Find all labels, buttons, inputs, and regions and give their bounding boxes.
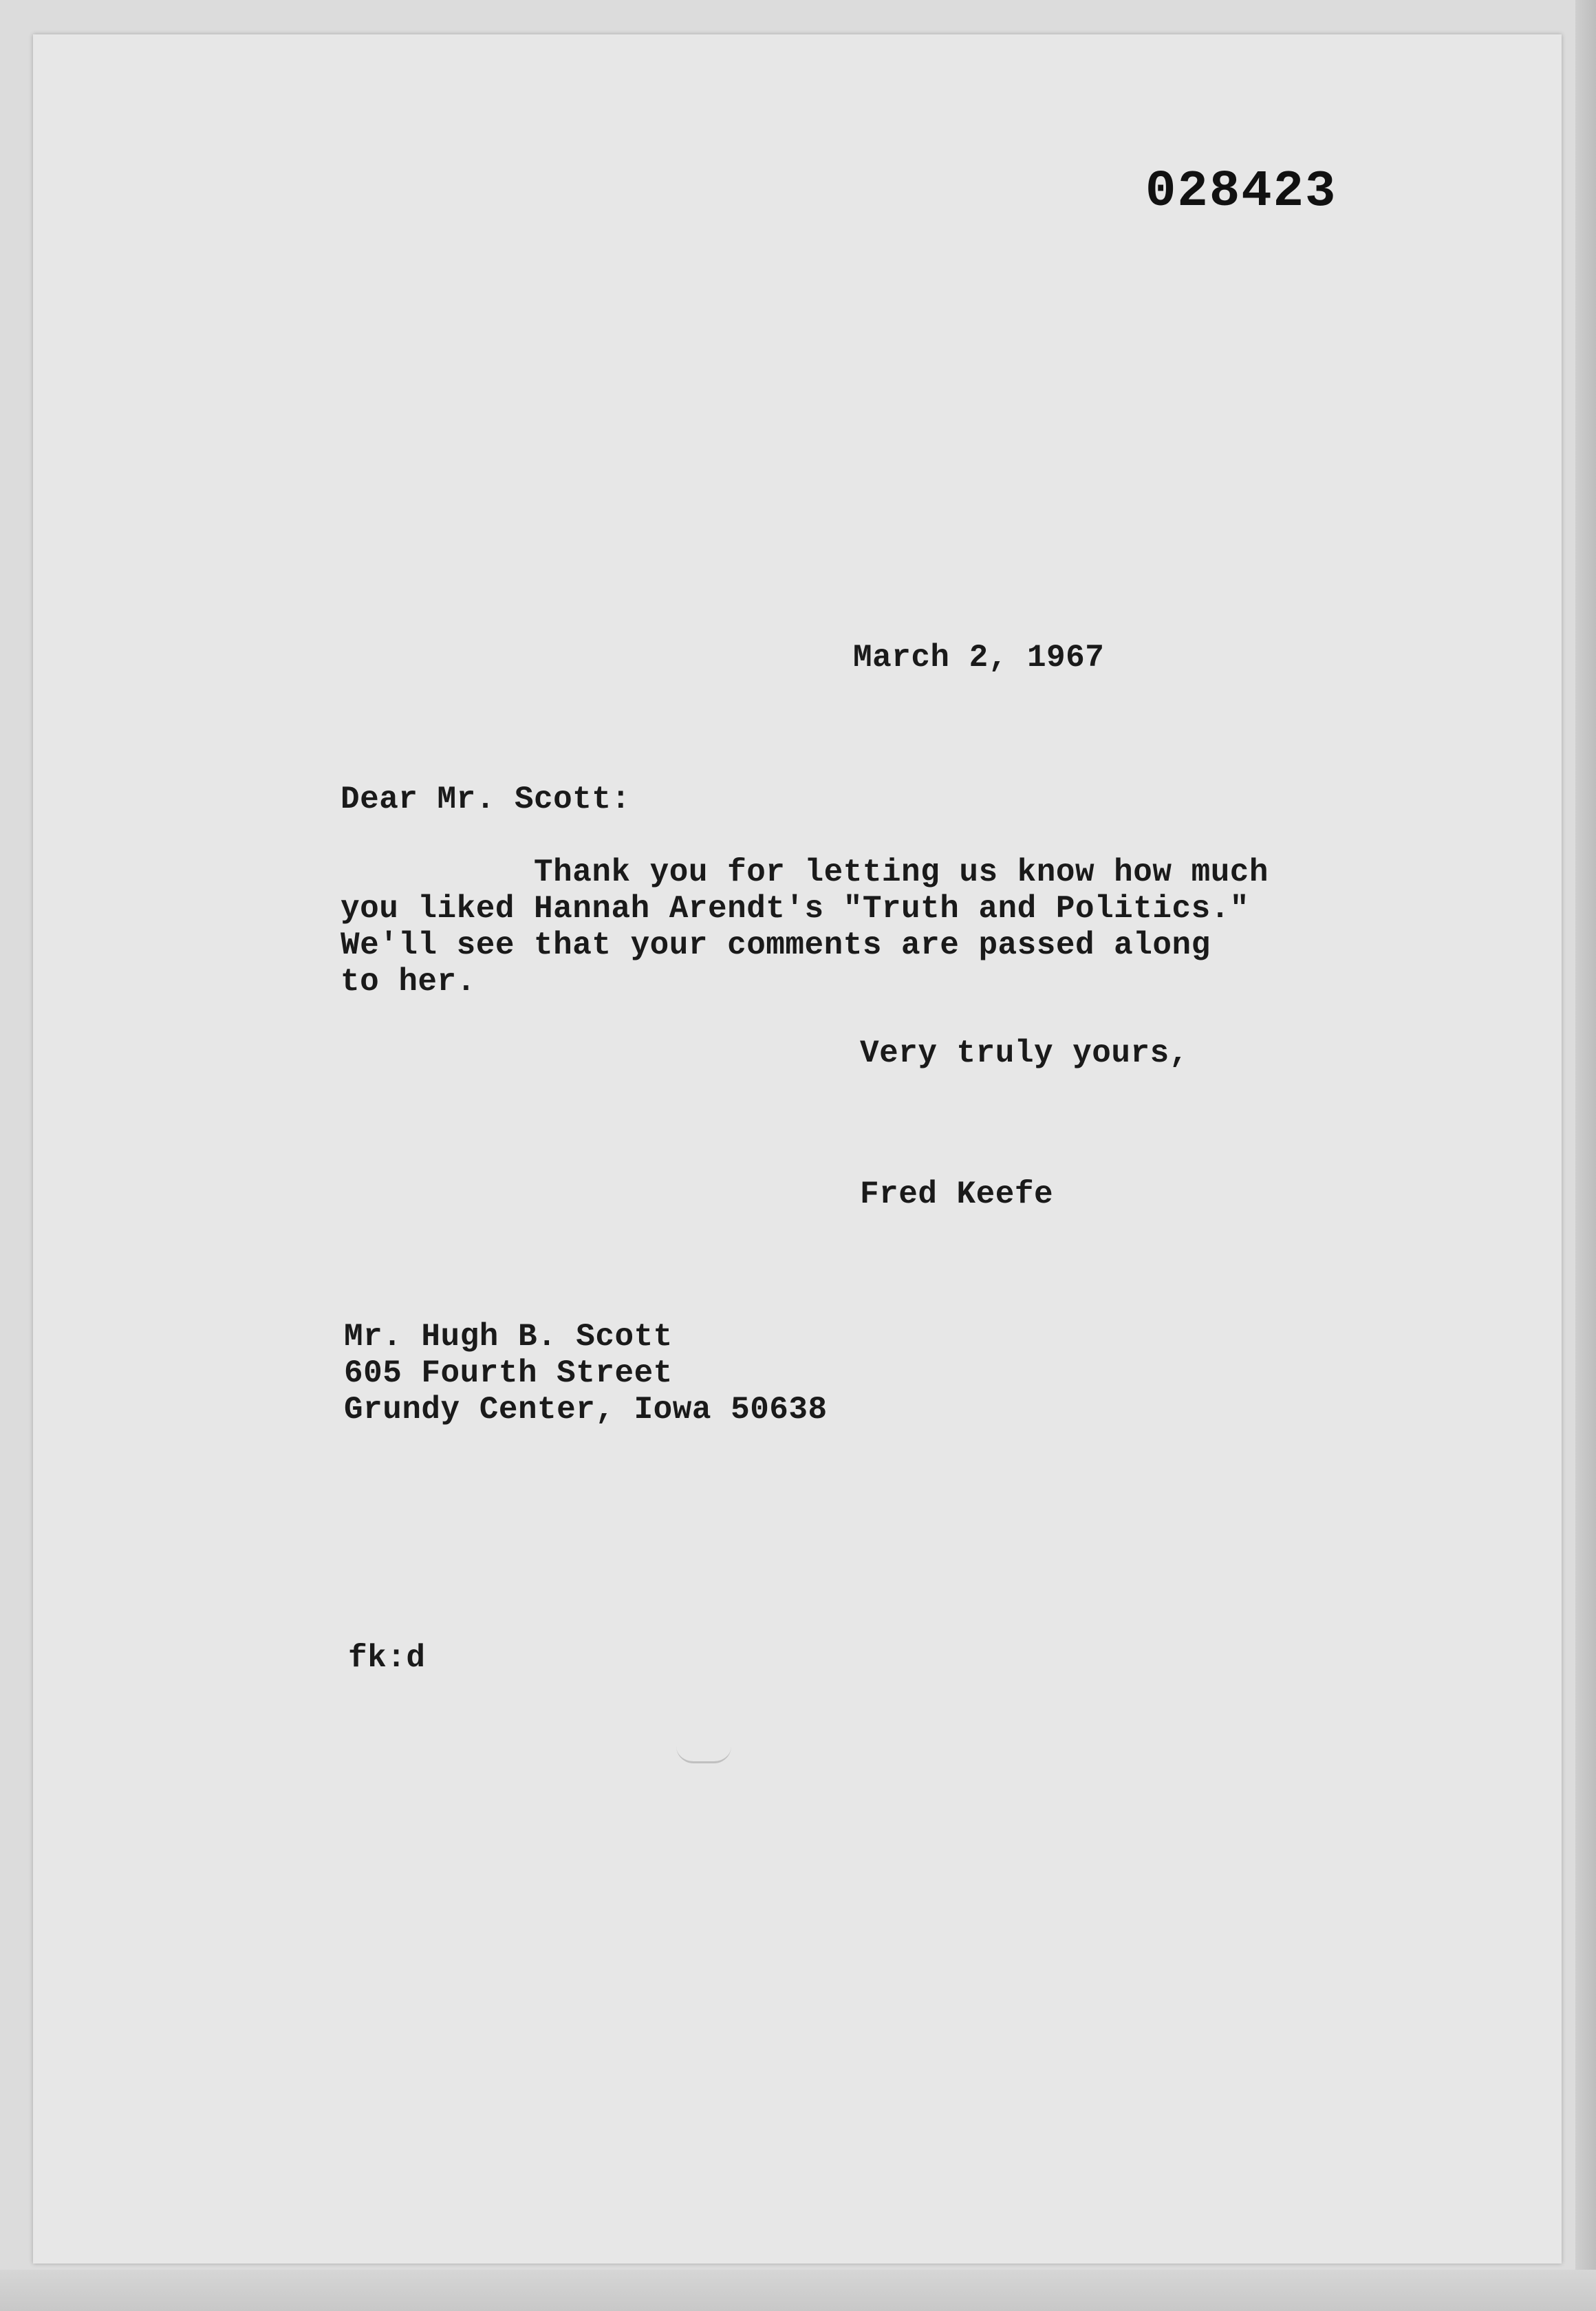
body-line: to her.: [341, 964, 476, 1000]
typist-initials: fk:d: [348, 1640, 426, 1676]
salutation: Dear Mr. Scott:: [341, 782, 631, 817]
letter-date: March 2, 1967: [853, 640, 1105, 676]
document-number: 028423: [1145, 163, 1337, 221]
paper-edge: [0, 2270, 1596, 2311]
body-line: you liked Hannah Arendt's "Truth and Politics.": [341, 891, 1249, 927]
recipient-line: Mr. Hugh B. Scott: [344, 1319, 673, 1355]
recipient-line: Grundy Center, Iowa 50638: [344, 1392, 828, 1428]
signer-name: Fred Keefe: [860, 1176, 1054, 1212]
body-line: We'll see that your comments are passed along: [341, 927, 1211, 963]
letter-sheet: [33, 34, 1562, 2264]
paper-smudge: [676, 1746, 731, 1763]
recipient-line: 605 Fourth Street: [344, 1355, 673, 1391]
body-line: Thank you for letting us know how much: [341, 854, 1269, 890]
closing: Very truly yours,: [860, 1035, 1189, 1071]
paper-edge: [1575, 0, 1596, 2311]
